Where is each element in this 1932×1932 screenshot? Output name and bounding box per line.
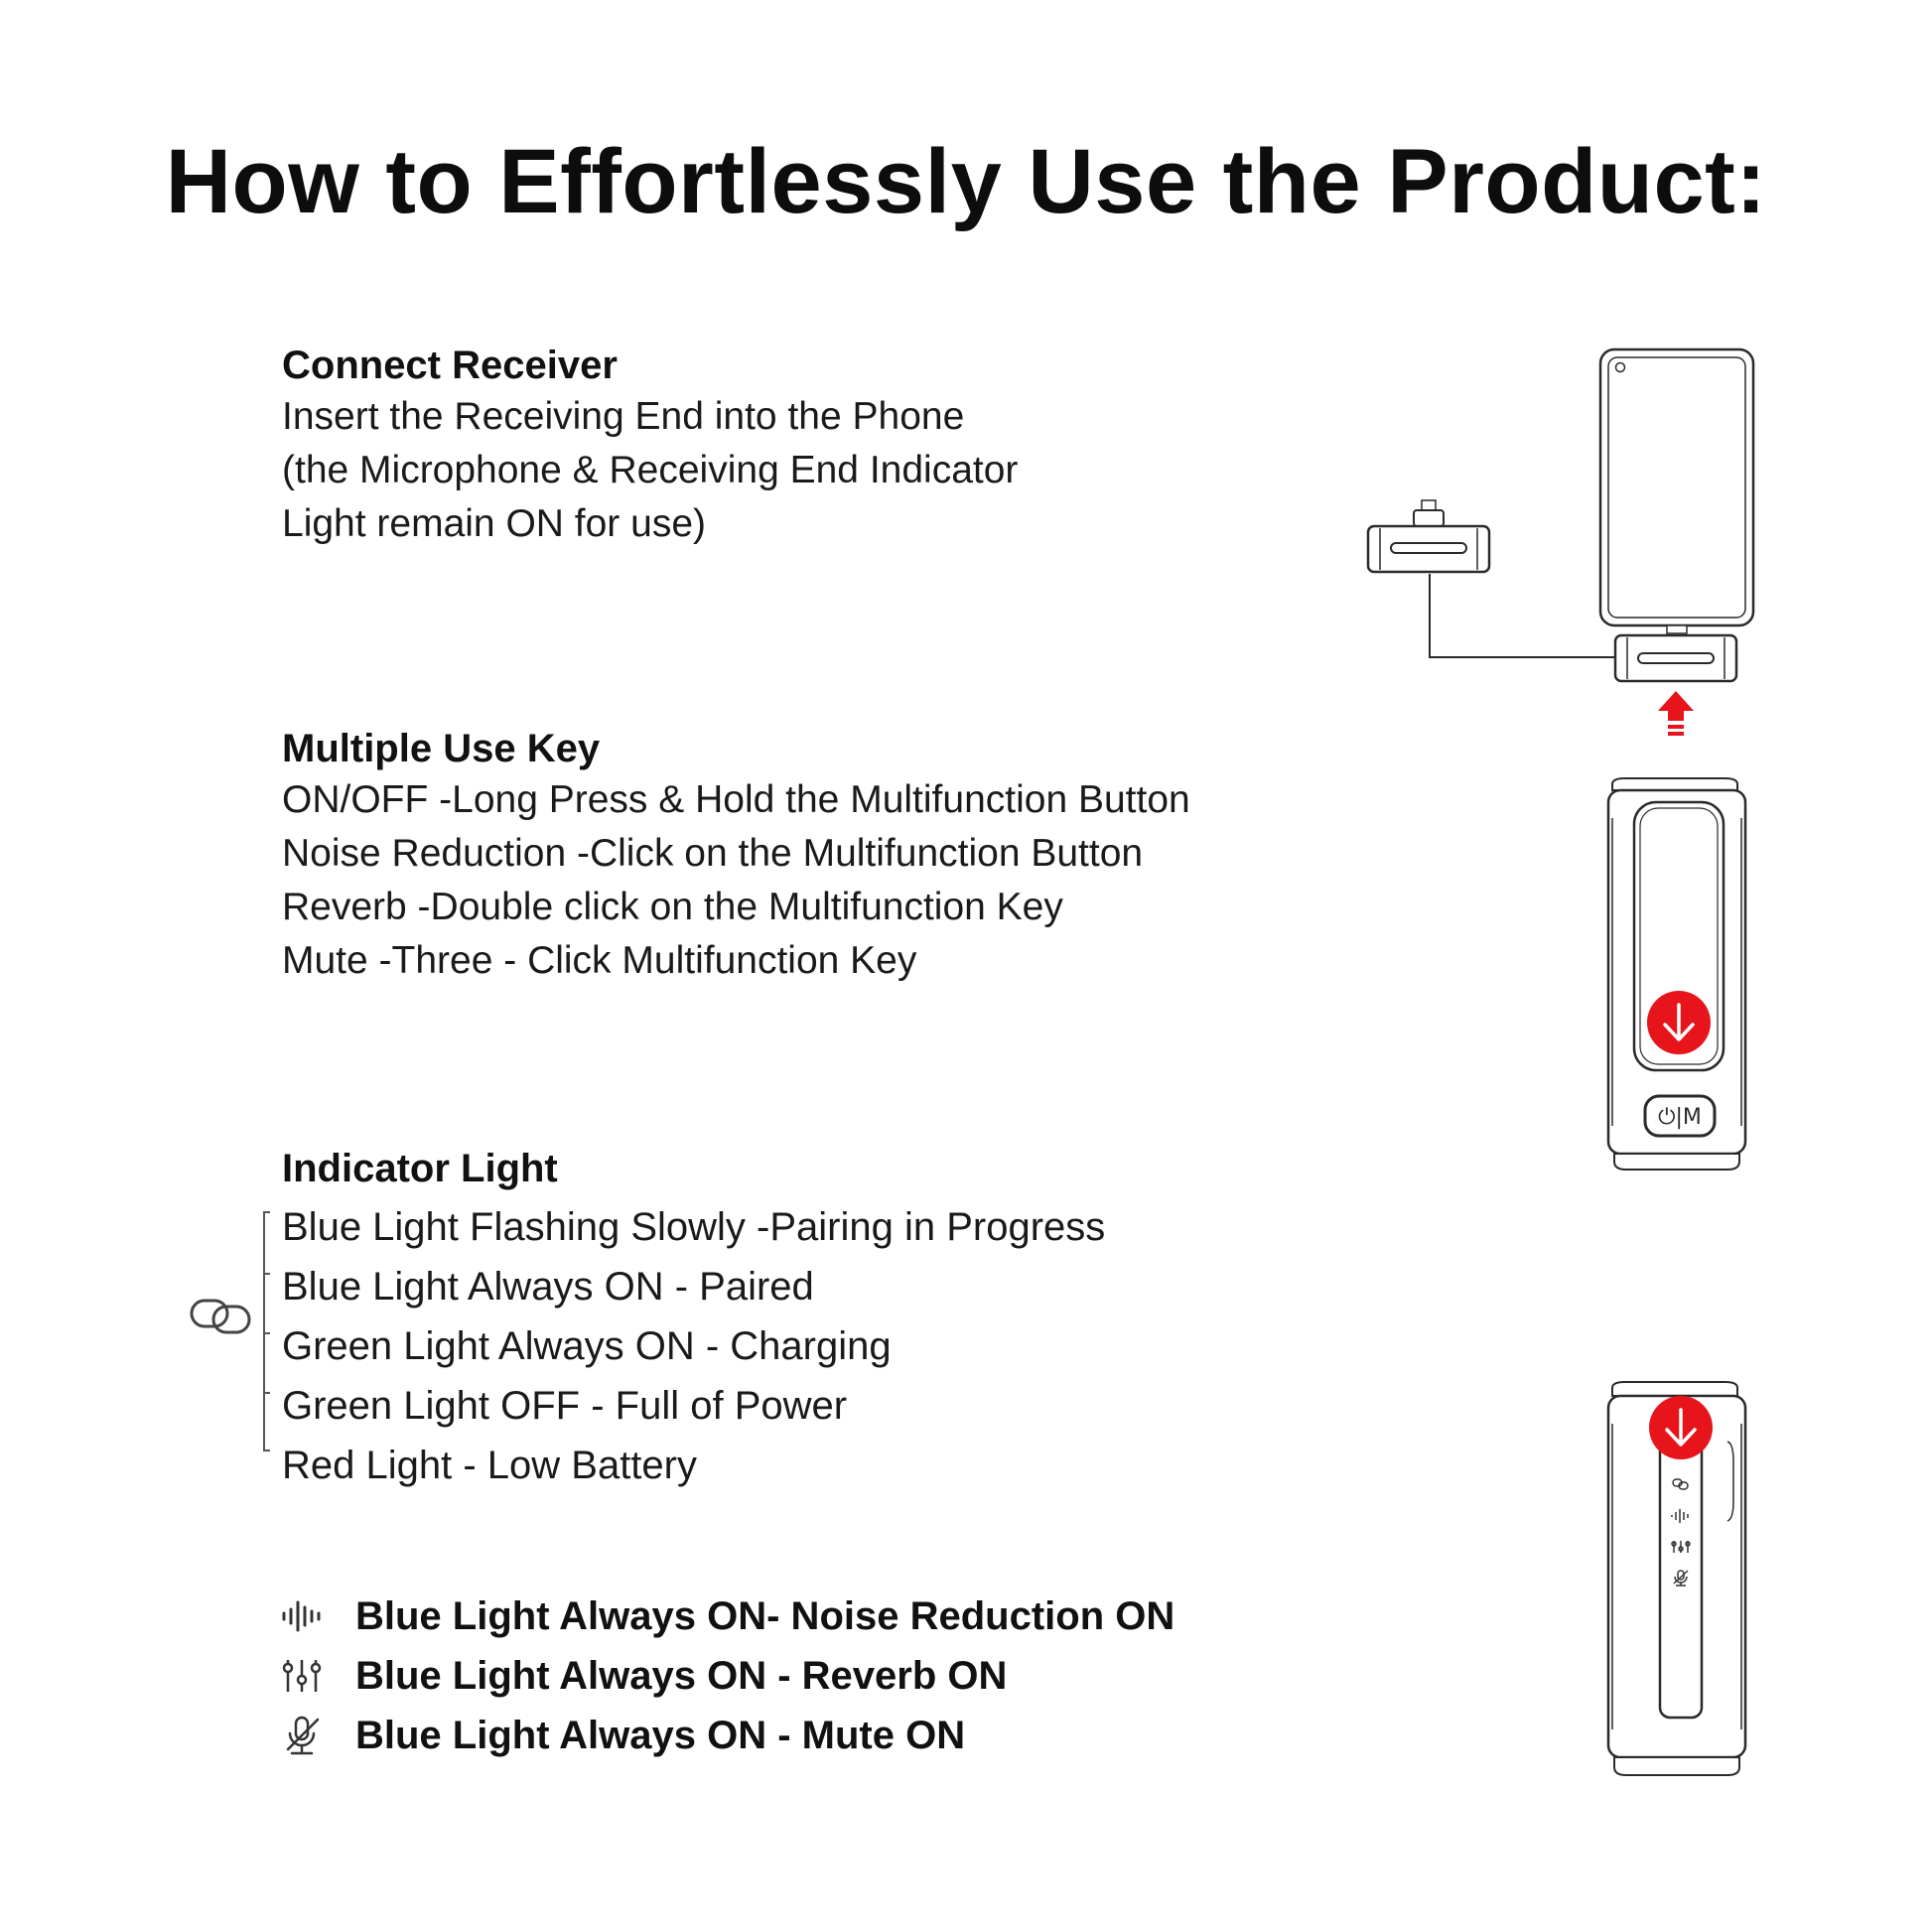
multi-key-line-4: Mute -Three - Click Multifunction Key — [282, 939, 917, 982]
mic-mute-icon — [280, 1714, 326, 1757]
reverb-sliders-icon — [280, 1654, 326, 1698]
indicator-line-3: Green Light Always ON - Charging — [282, 1324, 892, 1368]
connect-receiver-heading: Connect Receiver — [282, 344, 618, 387]
multi-key-line-3: Reverb -Double click on the Multifunction Key — [282, 886, 1063, 928]
status-noise-text: Blue Light Always ON- Noise Reduction ON — [355, 1593, 1175, 1638]
multiple-use-key-section — [282, 724, 1190, 988]
indicator-line-4: Green Light OFF - Full of Power — [282, 1384, 848, 1428]
indicator-line-5: Red Light - Low Battery — [282, 1444, 697, 1487]
connect-line-2: (the Microphone & Receiving End Indicator — [282, 449, 1019, 491]
connect-line-1: Insert the Receiving End into the Phone — [282, 395, 965, 438]
microphone-side-illustration — [1604, 1382, 1753, 1779]
receiver-illustration — [1366, 496, 1495, 576]
status-row-mute — [280, 1708, 965, 1763]
connect-receiver-section — [282, 341, 1018, 551]
multiple-use-key-heading: Multiple Use Key — [282, 727, 601, 770]
indicator-line-1: Blue Light Flashing Slowly -Pairing in Progress — [282, 1205, 1106, 1249]
up-arrow-icon — [1654, 689, 1698, 741]
noise-wave-icon — [280, 1594, 326, 1638]
multifunction-button-label: ⏻|M — [1658, 1105, 1702, 1130]
multi-key-line-2: Noise Reduction -Click on the Multifunction Button — [282, 832, 1144, 875]
status-row-noise — [280, 1588, 1174, 1644]
status-row-reverb — [280, 1648, 1007, 1704]
status-reverb-text: Blue Light Always ON - Reverb ON — [355, 1653, 1008, 1698]
page-title: How to Effortlessly Use the Product: — [165, 131, 1767, 232]
receiver-attached-illustration — [1613, 631, 1742, 687]
status-mute-text: Blue Light Always ON - Mute ON — [355, 1713, 966, 1757]
connector-line — [1426, 574, 1624, 663]
indicator-light-heading: Indicator Light — [282, 1147, 558, 1190]
multi-key-line-1: ON/OFF -Long Press & Hold the Multifunction Button — [282, 778, 1190, 821]
indicator-line-2: Blue Light Always ON - Paired — [282, 1265, 814, 1309]
connect-line-3: Light remain ON for use) — [282, 502, 707, 545]
indicator-light-section — [282, 1144, 1105, 1495]
link-icon — [189, 1297, 254, 1336]
microphone-front-illustration — [1604, 778, 1753, 1173]
